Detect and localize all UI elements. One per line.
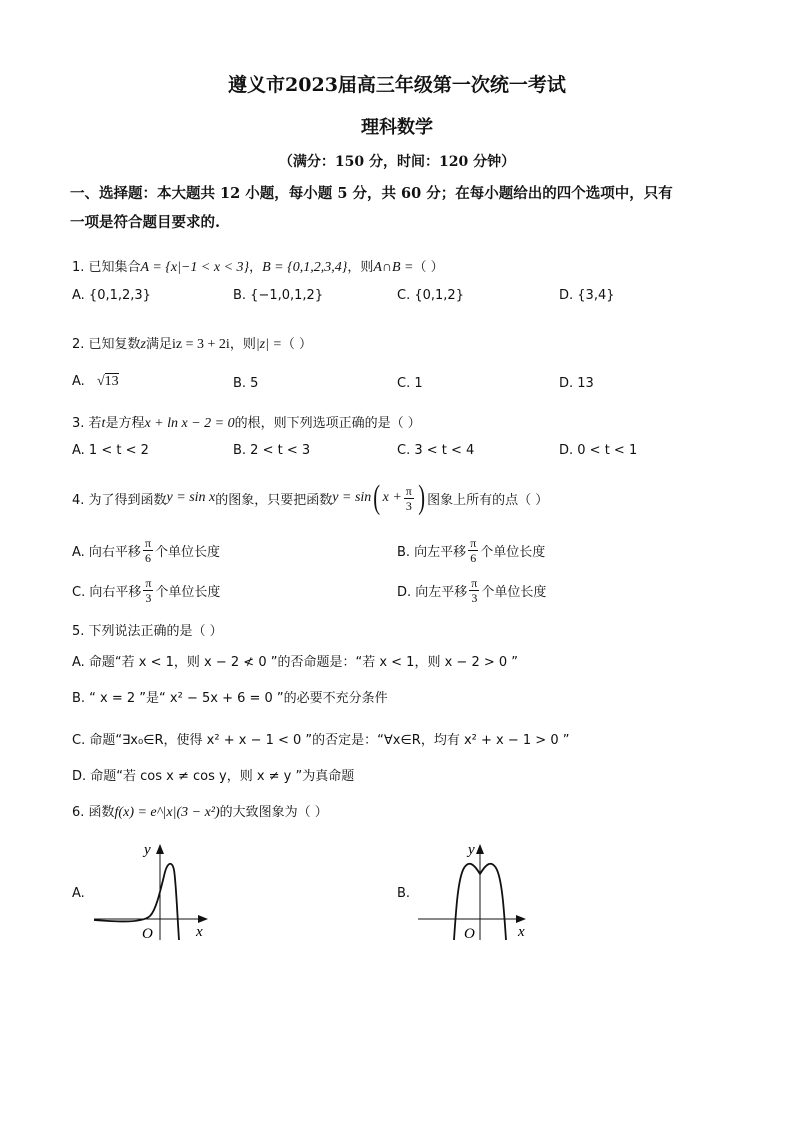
q4-option-d-den: 3 bbox=[471, 591, 478, 605]
q4-option-a bbox=[72, 536, 220, 565]
q6-post: 的大致图象为（ ） bbox=[219, 805, 328, 820]
q4-fraction bbox=[404, 484, 414, 513]
q1-sep: ， bbox=[249, 260, 263, 275]
q3-option-a: A. 1 < t < 2 bbox=[72, 443, 149, 458]
q2-abs: |z| = bbox=[255, 337, 282, 352]
q3-var: t bbox=[101, 416, 106, 431]
q4-option-d-post: 个单位长度 bbox=[481, 585, 547, 600]
q2-option-b: B. 5 bbox=[233, 376, 259, 391]
q4-option-c-den: 3 bbox=[145, 591, 152, 605]
q1-set-a: A = {x|−1 < x < 3} bbox=[140, 260, 250, 275]
q2-option-a bbox=[72, 374, 119, 390]
q4-option-d-pre: D. 向左平移 bbox=[397, 585, 468, 600]
q4-option-c-post: 个单位长度 bbox=[155, 585, 221, 600]
q1-prefix: 1. 已知集合 bbox=[72, 260, 141, 275]
q6-graph-a-y-label: y bbox=[144, 842, 151, 858]
q4-option-a-pre: A. 向右平移 bbox=[72, 545, 141, 560]
q2-paren: （ ） bbox=[281, 337, 313, 352]
q4-frac-num: π bbox=[405, 483, 412, 498]
q4-option-a-den: 6 bbox=[144, 551, 151, 565]
q6-graph-b-x-arrow-icon bbox=[516, 915, 526, 923]
question-6 bbox=[72, 801, 328, 821]
q6-graph-a-curve bbox=[94, 864, 179, 940]
q1-post: ，则 bbox=[347, 260, 374, 275]
q1-option-d: D. {3,4} bbox=[559, 288, 615, 303]
q2-mid: 满足 bbox=[146, 337, 173, 352]
q3-mid: 是方程 bbox=[105, 416, 145, 431]
q4-option-b-den: 6 bbox=[470, 551, 477, 565]
q4-option-a-fraction bbox=[143, 536, 153, 565]
q2-option-a-radicand: 13 bbox=[104, 374, 119, 389]
q6-graph-a bbox=[90, 840, 220, 950]
q2-eq: iz = 3 + 2i bbox=[172, 337, 230, 352]
q4-prefix: 4. 为了得到函数 bbox=[72, 492, 167, 508]
q6-graph-b-label: B. bbox=[397, 886, 411, 901]
question-5: 5. 下列说法正确的是（ ） bbox=[72, 624, 223, 639]
right-paren-icon: ) bbox=[418, 479, 425, 516]
q5-option-b: B. “ x = 2 ”是“ x² − 5x + 6 = 0 ”的必要不充分条件 bbox=[72, 691, 388, 706]
q3-option-c: C. 3 < t < 4 bbox=[397, 443, 475, 458]
q6-prefix: 6. 函数 bbox=[72, 805, 115, 820]
q4-option-b-pre: B. 向左平移 bbox=[397, 545, 467, 560]
q4-option-a-post: 个单位长度 bbox=[155, 545, 221, 560]
q4-func2: y = sin bbox=[332, 490, 372, 505]
q2-prefix: 2. 已知复数 bbox=[72, 337, 141, 352]
q4-func1: y = sin x bbox=[166, 490, 216, 505]
q4-option-d bbox=[397, 576, 546, 605]
q1-expr: A∩B = bbox=[373, 260, 414, 275]
question-4 bbox=[72, 478, 548, 518]
q6-graph-b-x-label: x bbox=[518, 924, 525, 940]
q6-graph-a-x-arrow-icon bbox=[198, 915, 208, 923]
q5-option-c: C. 命题“∃x₀∈R，使得 x² + x − 1 < 0 ”的否定是：“∀x∈R，均有 x² + x − 1 > 0 ” bbox=[72, 733, 570, 748]
q4-option-c-pre: C. 向右平移 bbox=[72, 585, 142, 600]
q3-option-d: D. 0 < t < 1 bbox=[559, 443, 638, 458]
q4-mid: 的图象，只要把函数 bbox=[215, 492, 333, 508]
q4-option-b-post: 个单位长度 bbox=[480, 545, 546, 560]
q4-frac-den: 3 bbox=[405, 498, 412, 513]
q6-graph-a-x-label: x bbox=[196, 924, 203, 940]
q4-option-d-num: π bbox=[471, 576, 478, 590]
q5-option-a: A. 命题“若 x < 1，则 x − 2 ≮ 0 ”的否命题是：“若 x < 1，则 x − 2 > 0 ” bbox=[72, 655, 519, 670]
q6-func: f(x) = e^|x|(3 − x²) bbox=[114, 805, 220, 820]
q6-graph-b bbox=[414, 840, 544, 950]
section-heading-line2: 一项是符合题目要求的. bbox=[70, 214, 221, 231]
q4-option-c bbox=[72, 576, 220, 605]
q4-post: 图象上所有的点（ ） bbox=[427, 492, 549, 508]
q4-option-d-fraction bbox=[469, 576, 479, 605]
q3-prefix: 3. 若 bbox=[72, 416, 102, 431]
q1-option-c: C. {0,1,2} bbox=[397, 288, 464, 303]
q1-option-b: B. {−1,0,1,2} bbox=[233, 288, 324, 303]
q4-option-b-num: π bbox=[470, 536, 477, 550]
q3-option-b: B. 2 < t < 3 bbox=[233, 443, 311, 458]
q4-option-a-num: π bbox=[144, 536, 151, 550]
left-paren-icon: ( bbox=[373, 479, 381, 516]
question-1 bbox=[72, 256, 444, 276]
q1-option-a: A. {0,1,2,3} bbox=[72, 288, 151, 303]
q4-option-b bbox=[397, 536, 545, 565]
question-3 bbox=[72, 412, 421, 432]
q5-option-d: D. 命题“若 cos x ≠ cos y，则 x ≠ y ”为真命题 bbox=[72, 769, 355, 784]
q6-graph-b-y-arrow-icon bbox=[476, 844, 484, 854]
q1-set-b: B = {0,1,2,3,4} bbox=[262, 260, 348, 275]
q1-paren: （ ） bbox=[413, 260, 444, 275]
question-2 bbox=[72, 333, 312, 353]
exam-subject: 理科数学 bbox=[361, 117, 433, 138]
section-heading-line1: 一、选择题：本大题共 12 小题，每小题 5 分，共 60 分；在每小题给出的四个选项中，只有 bbox=[70, 185, 673, 202]
q2-post: ，则 bbox=[229, 337, 256, 352]
q2-option-c: C. 1 bbox=[397, 376, 423, 391]
q6-graph-b-origin: O bbox=[464, 926, 475, 942]
sqrt-icon: √ bbox=[96, 374, 105, 389]
q2-var: z bbox=[140, 337, 146, 352]
q4-arg: x + bbox=[382, 490, 402, 505]
exam-title: 遵义市2023届高三年级第一次统一考试 bbox=[228, 74, 566, 96]
q3-post: 的根，则下列选项正确的是（ ） bbox=[234, 416, 421, 431]
q6-graph-a-label: A. bbox=[72, 886, 85, 901]
q4-option-c-num: π bbox=[145, 576, 152, 590]
q4-option-c-fraction bbox=[143, 576, 153, 605]
q6-graph-b-y-label: y bbox=[468, 842, 475, 858]
q3-eq: x + ln x − 2 = 0 bbox=[144, 416, 235, 431]
q2-option-d: D. 13 bbox=[559, 376, 594, 391]
q4-option-b-fraction bbox=[468, 536, 478, 565]
q6-graph-a-y-arrow-icon bbox=[156, 844, 164, 854]
q6-graph-a-origin: O bbox=[142, 926, 153, 942]
exam-info: （满分：150 分，时间：120 分钟） bbox=[278, 154, 516, 170]
q2-option-a-label: A. bbox=[72, 374, 85, 389]
